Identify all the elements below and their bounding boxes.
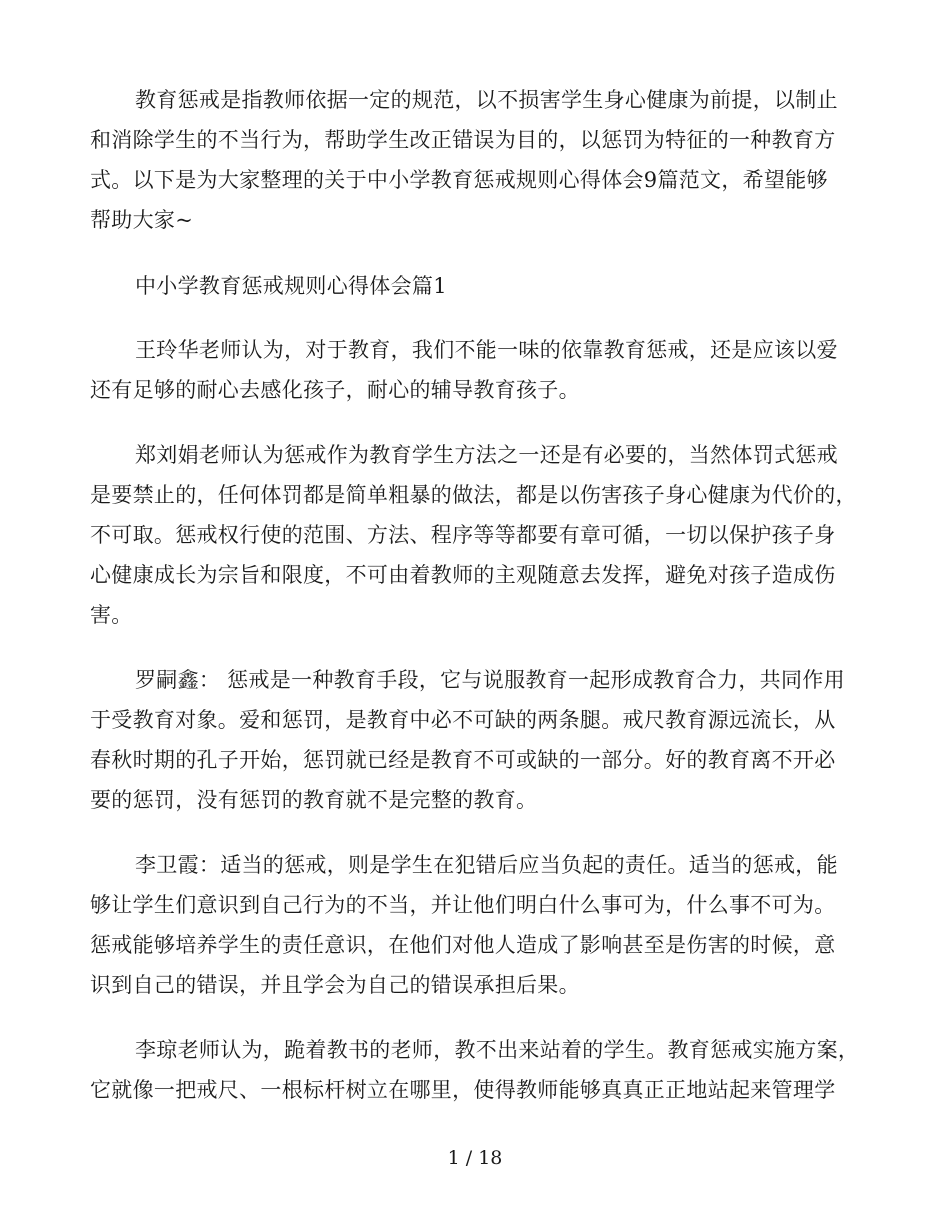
text-line: 教育惩戒是指教师依据一定的规范，以不损害学生身心健康为前提，以制止	[135, 88, 838, 112]
text-line: 惩戒能够培养学生的责任意识，在他们对他人造成了影响甚至是伤害的时候，意	[90, 933, 836, 957]
text-line: 罗嗣鑫： 惩戒是一种教育手段，它与说服教育一起形成教育合力，共同作用	[135, 668, 845, 692]
text-line: 还有足够的耐心去感化孩子，耐心的辅导教育孩子。	[90, 378, 580, 402]
text-line: 李卫霞：适当的惩戒，则是学生在犯错后应当负起的责任。适当的惩戒，能	[135, 853, 838, 877]
text-line: 它就像一把戒尺、一根标杆树立在哪里，使得教师能够真真正正地站起来管理学	[90, 1078, 836, 1102]
text-line: 不可取。惩戒权行使的范围、方法、程序等等都要有章可循，一切以保护孩子身	[90, 523, 836, 547]
text-line: 害。	[90, 603, 133, 627]
text-line: 王玲华老师认为，对于教育，我们不能一味的依靠教育惩戒，还是应该以爱	[135, 338, 838, 362]
text-line: 李琼老师认为，跪着教书的老师，教不出来站着的学生。教育惩戒实施方案，	[135, 1038, 860, 1062]
text-line: 够让学生们意识到自己行为的不当，并让他们明白什么事可为，什么事不可为。	[90, 893, 836, 917]
text-line: 春秋时期的孔子开始，惩罚就已经是教育不可或缺的一部分。好的教育离不开必	[90, 748, 836, 772]
text-line: 于受教育对象。爱和惩罚，是教育中必不可缺的两条腿。戒尺教育源远流长，从	[90, 708, 836, 732]
text-line: 和消除学生的不当行为，帮助学生改正错误为目的，以惩罚为特征的一种教育方	[90, 128, 836, 152]
text-line: 要的惩罚，没有惩罚的教育就不是完整的教育。	[90, 788, 538, 812]
text-line: 式。以下是为大家整理的关于中小学教育惩戒规则心得体会9篇范文，希望能够	[90, 168, 828, 192]
text-line: 识到自己的错误，并且学会为自己的错误承担后果。	[90, 973, 580, 997]
text-line: 是要禁止的，任何体罚都是简单粗暴的做法，都是以伤害孩子身心健康为代价的，	[90, 483, 857, 507]
text-line: 心健康成长为宗旨和限度，不可由着教师的主观随意去发挥，避免对孩子造成伤	[90, 563, 836, 587]
text-line: 帮助大家~	[90, 208, 194, 232]
page-number: 1 / 18	[447, 1147, 503, 1169]
text-line: 郑刘娟老师认为惩戒作为教育学生方法之一还是有必要的，当然体罚式惩戒	[135, 443, 838, 467]
section-heading: 中小学教育惩戒规则心得体会篇1	[135, 274, 447, 298]
